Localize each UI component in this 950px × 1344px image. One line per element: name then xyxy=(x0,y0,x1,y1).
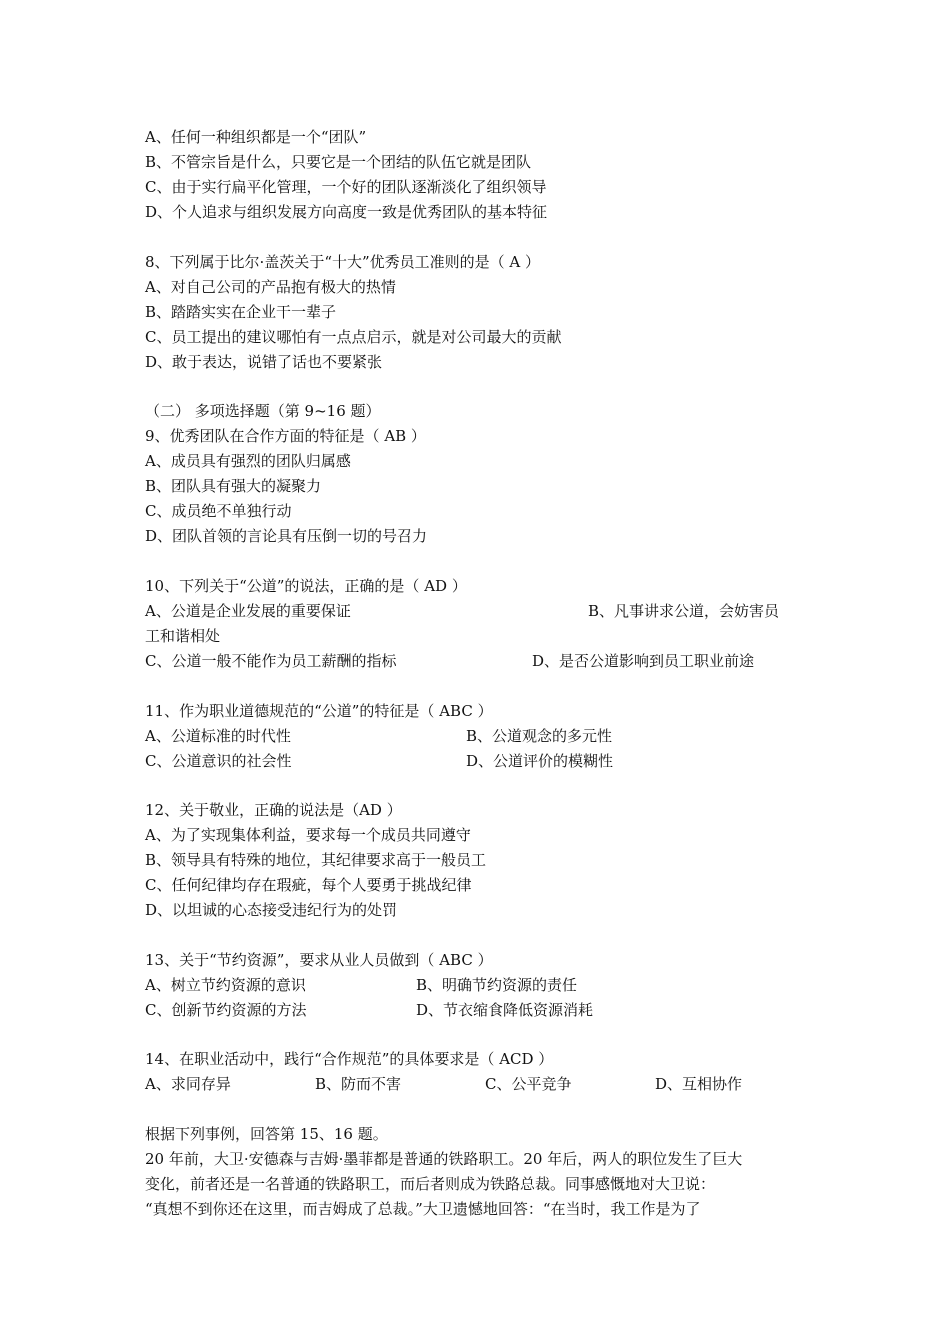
q8-option-c: C、员工提出的建议哪怕有一点点启示，就是对公司最大的贡献 xyxy=(145,328,562,346)
q13-option-b: B、明确节约资源的责任 xyxy=(416,976,578,994)
q9-option-c: C、成员绝不单独行动 xyxy=(145,502,292,520)
q10-option-b-continued: 工和谐相处 xyxy=(145,627,221,645)
q8-option-d: D、敢于表达，说错了话也不要紧张 xyxy=(145,353,383,371)
q10-option-d: D、是否公道影响到员工职业前途 xyxy=(532,652,755,670)
q12-stem: 12、关于敬业，正确的说法是（AD ） xyxy=(145,801,402,819)
q11-option-d: D、公道评价的模糊性 xyxy=(466,752,614,770)
q8-option-a: A、对自己公司的产品抱有极大的热情 xyxy=(145,278,396,296)
q13-option-c: C、创新节约资源的方法 xyxy=(145,1001,307,1019)
section-heading: （二） 多项选择题（第 9~16 题） xyxy=(145,402,381,420)
q12-option-b: B、领导具有特殊的地位，其纪律要求高于一般员工 xyxy=(145,851,487,869)
q7-option-a: A、任何一种组织都是一个“团队” xyxy=(145,128,367,146)
q9-stem: 9、优秀团队在合作方面的特征是（ AB ） xyxy=(145,427,426,445)
case-text-line-1: 20 年前，大卫·安德森与吉姆·墨菲都是普通的铁路职工。20 年后，两人的职位发生了巨大 xyxy=(145,1150,743,1168)
q9-option-b: B、团队具有强大的凝聚力 xyxy=(145,477,322,495)
q11-option-b: B、公道观念的多元性 xyxy=(466,727,613,745)
q12-option-a: A、为了实现集体利益，要求每一个成员共同遵守 xyxy=(145,826,471,844)
q7-option-d: D、个人追求与组织发展方向高度一致是优秀团队的基本特征 xyxy=(145,203,548,221)
q8-stem: 8、下列属于比尔·盖茨关于“十大”优秀员工准则的是（ A ） xyxy=(145,253,541,271)
q12-option-c: C、任何纪律均存在瑕疵，每个人要勇于挑战纪律 xyxy=(145,876,472,894)
q10-option-a: A、公道是企业发展的重要保证 xyxy=(145,602,351,620)
q9-option-a: A、成员具有强烈的团队归属感 xyxy=(145,452,351,470)
case-text-line-2: 变化，前者还是一名普通的铁路职工，而后者则成为铁路总裁。同事感慨地对大卫说： xyxy=(145,1175,716,1193)
q10-option-c: C、公道一般不能作为员工薪酬的指标 xyxy=(145,652,397,670)
q12-option-d: D、以坦诚的心态接受违纪行为的处罚 xyxy=(145,901,398,919)
q13-option-a: A、树立节约资源的意识 xyxy=(145,976,306,994)
q14-option-d: D、互相协作 xyxy=(655,1075,743,1093)
q14-stem: 14、在职业活动中，践行“合作规范”的具体要求是（ ACD ） xyxy=(145,1050,554,1068)
q14-option-c: C、公平竞争 xyxy=(485,1075,572,1093)
q10-stem: 10、下列关于“公道”的说法，正确的是（ AD ） xyxy=(145,577,467,595)
q14-option-a: A、求同存异 xyxy=(145,1075,231,1093)
q11-option-c: C、公道意识的社会性 xyxy=(145,752,292,770)
q8-option-b: B、踏踏实实在企业干一辈子 xyxy=(145,303,337,321)
q11-option-a: A、公道标准的时代性 xyxy=(145,727,291,745)
q13-option-d: D、节衣缩食降低资源消耗 xyxy=(416,1001,594,1019)
q11-stem: 11、作为职业道德规范的“公道”的特征是（ ABC ） xyxy=(145,702,493,720)
case-text-line-3: “真想不到你还在这里，而吉姆成了总裁。”大卫遗憾地回答：“在当时，我工作是为了 xyxy=(145,1200,701,1218)
case-intro: 根据下列事例，回答第 15、16 题。 xyxy=(145,1125,388,1143)
q9-option-d: D、团队首领的言论具有压倒一切的号召力 xyxy=(145,527,428,545)
q7-option-b: B、不管宗旨是什么，只要它是一个团结的队伍它就是团队 xyxy=(145,153,532,171)
q14-option-b: B、防而不害 xyxy=(315,1075,402,1093)
q13-stem: 13、关于“节约资源”，要求从业人员做到（ ABC ） xyxy=(145,951,493,969)
q10-option-b: B、凡事讲求公道，会妨害员 xyxy=(588,602,780,620)
q7-option-c: C、由于实行扁平化管理，一个好的团队逐渐淡化了组织领导 xyxy=(145,178,547,196)
